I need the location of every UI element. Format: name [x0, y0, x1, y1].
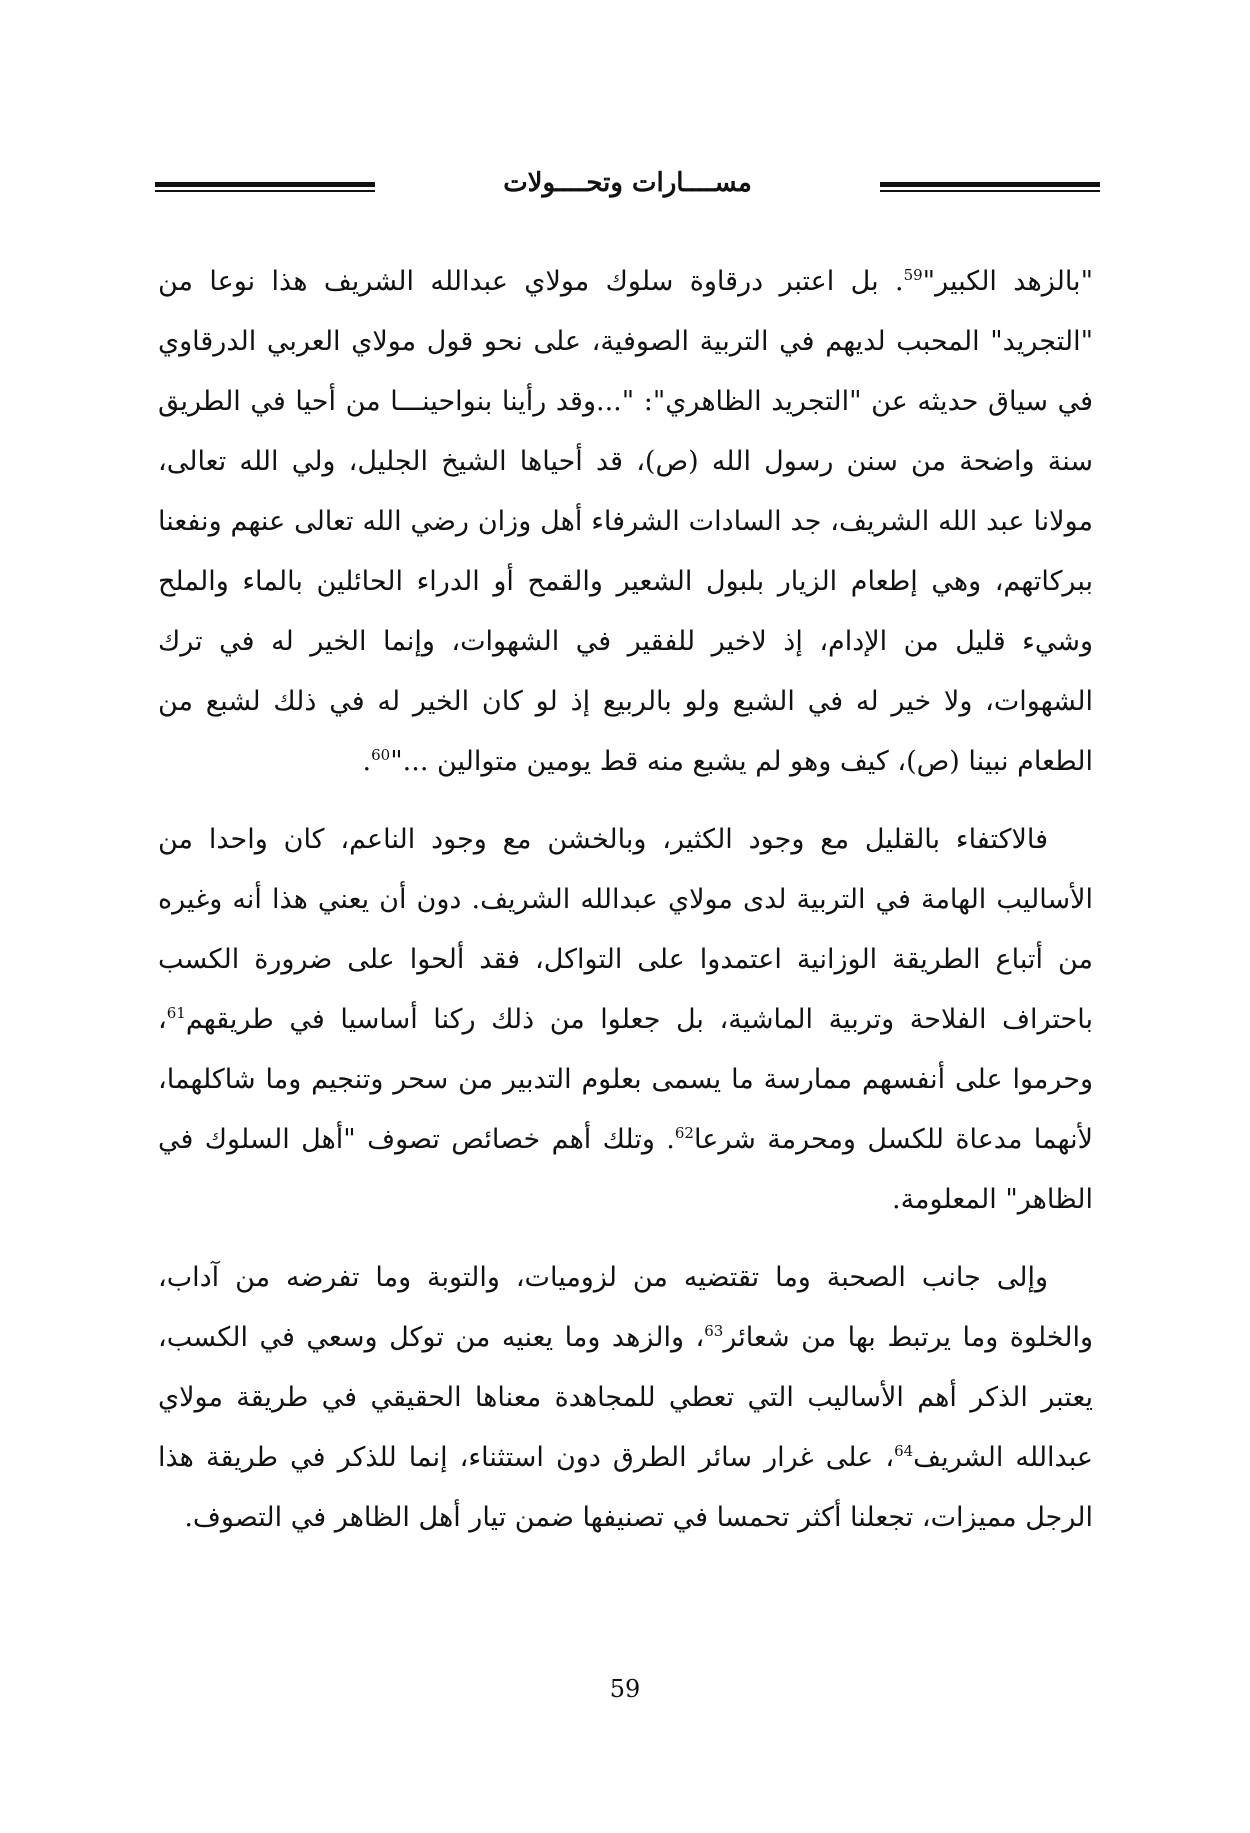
- text-span: "بالزهد الكبير": [922, 266, 1093, 297]
- footnote-ref-63: 63: [704, 1322, 724, 1340]
- text-span: . وتلك أهم خصائص تصوف "أهل السلوك في الظاهر" المعلومة.: [158, 1124, 1093, 1215]
- footnote-ref-59: 59: [903, 266, 923, 284]
- text-span: .: [362, 746, 372, 777]
- paragraph-1: [158, 252, 1093, 792]
- text-span: ، وحرموا على أنفسهم ممارسة ما يسمى بعلوم التدبير من سحر وتنجيم وما شاكلهما، لأنهما مدعاة للكسل ومحرمة شرعا: [158, 1004, 1094, 1155]
- text-span: فالاكتفاء بالقليل مع وجود الكثير، وبالخشن مع وجود الناعم، كان واحدا من الأساليب الهامة في التربية لدى مولاي عبدالله الشريف. دون أن يعني هذا أنه وغيره من أتباع الطريقة الوزانية اعتمدوا على التواكل، فقد ألحوا على ضرورة الكسب باحتراف الفلاحة وتربية الماشية، بل جعلوا من ذلك ركنا أساسيا في طريقهم: [158, 824, 1093, 1035]
- text-span: ، والزهد وما يعنيه من توكل وسعي في الكسب، يعتبر الذكر أهم الأساليب التي تعطي للمجاهدة معناها الحقيقي في طريقة مولاي عبدالله الشريف: [158, 1322, 1093, 1473]
- header-rule-right: [880, 182, 1100, 192]
- paragraph-3: [158, 1248, 1093, 1548]
- text-span: وإلى جانب الصحبة وما تقتضيه من لزوميات، والتوبة وما تفرضه من آداب، والخلوة وما يرتبط بها من شعائر: [158, 1262, 1093, 1353]
- footnote-ref-62: 62: [674, 1124, 694, 1142]
- paragraph-2: [158, 810, 1093, 1230]
- body-text: [158, 252, 1093, 1548]
- header-title: مســــارات وتحــــولات: [503, 168, 752, 198]
- page-number: 59: [609, 1675, 641, 1703]
- text-span: ، على غرار سائر الطرق دون استثناء، إنما للذكر في طريقة هذا الرجل مميزات، تجعلنا أكثر تحمسا في تصنيفها ضمن تيار أهل الظاهر في التصوف.: [158, 1442, 1093, 1533]
- footnote-ref-60: 60: [371, 746, 391, 764]
- footnote-ref-64: 64: [894, 1442, 914, 1460]
- footnote-ref-61: 61: [166, 1004, 186, 1022]
- running-header: [155, 168, 1100, 208]
- text-span: . بل اعتبر درقاوة سلوك مولاي عبدالله الشريف هذا نوعا من "التجريد" المحبب لديهم في التربية الصوفية، على نحو قول مولاي العربي الدرقاوي في سياق حديثه عن "التجريد الظاهري": "...وقد رأينا بنواحينـــا من أحيا في الطريق سنة واضحة من سنن رسول الله (ص)، قد أحياها الشيخ الجليل، ولي الله تعالى، مولانا عبد الله الشريف، جد السادات الشرفاء أهل وزان رضي الله تعالى عنهم ونفعنا ببركاتهم، وهي إطعام الزيار بلبول الشعير والقمح أو الدراء الحائلين بالماء والملح وشيء قليل من الإدام، إذ لاخير للفقير في الشهوات، وإنما الخير له في ترك الشهوات، ولا خير له في الشبع ولو بالربيع إذ لو كان الخير له في ذلك لشبع من الطعام نبينا (ص)، كيف وهو لم يشبع منه قط يومين متوالين ...": [158, 266, 1093, 777]
